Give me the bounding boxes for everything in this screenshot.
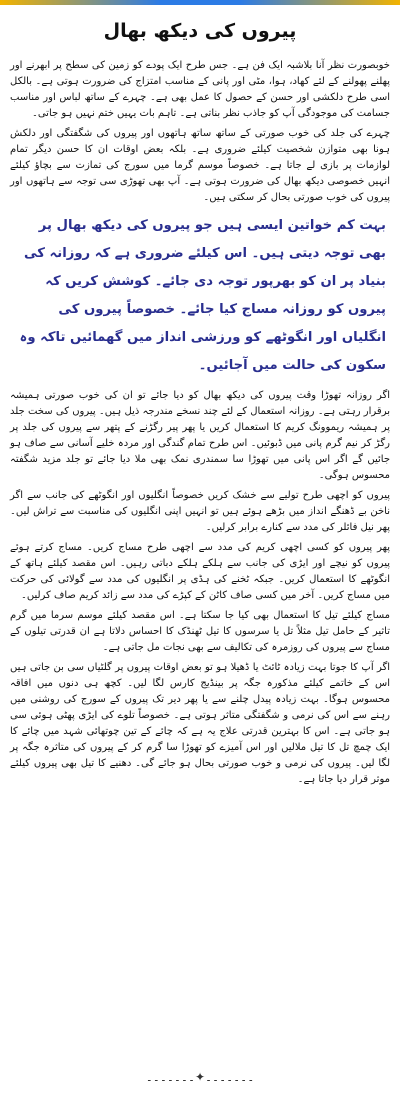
top-color-bar [0, 0, 400, 5]
paragraph-4: پیروں کو اچھی طرح تولیے سے خشک کریں خصوصاً انگلیوں اور انگوٹھے کی جانب سے اگر ناخن بے ڈھنگے انداز میں بڑھے ہوئے ہیں تو انہیں اپنی انگلیوں کی مناسبت سے تراش لیں۔ پھر نیل فائلر کی مدد سے کنارے برابر کرلیں۔ [10, 490, 390, 533]
article-title: پیروں کی دیکھ بھال [103, 20, 297, 42]
paragraph-5: پھر پیروں کو کسی اچھی کریم کی مدد سے اچھی طرح مساج کریں۔ مساج کرتے ہوئے پیروں کو نیچے اور ایڑی کی جانب سے ہلکے ہلکے دباتی رہیں۔ اس مقصد کیلئے ہاتھ کے انگوٹھے کا استعمال کریں۔ جبکہ ٹخنے کی ہڈی پر انگلیوں کی مدد سے گولائی کی حرکت میں مساج کریں۔ آخر میں کسی صاف کاٹن کے کپڑے کی مدد سے زائد کریم صاف کرلیں۔ [10, 542, 390, 601]
highlight-quote: بہت کم خواتین ایسی ہیں جو پیروں کی دیکھ بھال پر بھی توجہ دیتی ہیں۔ اس کیلئے ضروری ہے کہ روزانہ کی بنیاد پر ان کو بھرپور توجہ دی جائے۔ کوشش کریں کہ پیروں کو روزانہ مساج کیا جائے۔ خصوصاً پیروں کی انگلیاں اور انگوٹھے کو ورزشی انداز میں گھمائیں تاکہ وہ سکون کی حالت میں آجائیں۔ [19, 218, 386, 373]
paragraph-7: اگر آپ کا جوتا بہت زیادہ ٹائٹ یا ڈھیلا ہو تو بعض اوقات پیروں پر گلٹیاں سی بن جاتی ہیں اس کے خاتمے کیلئے مذکورہ جگہ پر بینڈیج کارس لگا لیں۔ کچھ ہی دنوں میں افاقہ محسوس ہوگا۔ بہت زیادہ پیدل چلنے سے یا پھر دیر تک پیروں کے سورج کی روشنی میں رہنے سے اس کی نرمی و شگفتگی متاثر ہوتی ہے۔ خصوصاً تلوے کی ایڑی پھٹی ہوئی سی ہو جاتی ہے۔ اس کا بہترین قدرتی علاج یہ ہے کہ چائے کے تین چوتھائی شہد میں چائے کا ایک چمچ تل کا تیل ملالیں اور اس آمیزے کو تھوڑا سا گرم کر کے پیروں کی متاثرہ جگہ پر لگا لیں۔ پیروں کی نرمی و خوب صورتی بحال ہو جائے گی۔ دھنیے کا تیل بھی پیروں کیلئے موثر قرار دیا جاتا ہے۔ [10, 662, 390, 785]
paragraph-2: چہرے کی جلد کی خوب صورتی کے ساتھ ساتھ ہاتھوں اور پیروں کی شگفتگی اور دلکش ہونا بھی متوازن شخصیت کیلئے ضروری ہے۔ بلکہ بعض اوقات ان کا حسن دیگر تمام لوازمات پر بازی لے جاتا ہے۔ خصوصاً موسم گرما میں سورج کی تمازت سے بچاؤ کیلئے انہیں خصوصی دیکھ بھال کی ضرورت ہوتی ہے۔ آپ بھی تھوڑی سی توجہ سے ہاتھوں اور پیروں کی خوب صورتی بحال کر سکتی ہیں۔ [10, 128, 390, 203]
article-body [10, 58, 390, 792]
paragraph-1: خوبصورت نظر آنا بلاشبہ ایک فن ہے۔ جس طرح ایک پودے کو زمین کی سطح پر ابھرنے اور پھلنے پھولنے کے لئے کھاد، ہوا، مٹی اور پانی کے مناسب امتزاج کی ضرورت ہوتی ہے۔ بالکل اسی طرح دلکشی اور حسن کے حصول کا عمل بھی ہے۔ چہرے کے ساتھ لباس اور مناسب جسامت کی موجودگی آپ کو جاذب نظر بناتی ہے۔ تاہم بات یہیں ختم نہیں ہو جاتی۔ [10, 60, 390, 119]
end-ornament: ۔۔۔۔۔۔۔✦۔۔۔۔۔۔۔ [145, 1070, 255, 1084]
paragraph-3: اگر روزانہ تھوڑا وقت پیروں کی دیکھ بھال کو دیا جائے تو ان کی خوب صورتی ہمیشہ برقرار رہتی ہے۔ روزانہ استعمال کے لئے چند نسخے مندرجہ ذیل ہیں۔ پیروں کی سخت جلد پر ہمیشہ ریموونگ کریم کا استعمال کریں یا پھر پیر رگڑنے کے پتھر سے پیروں کی جلد پر رگڑ کر نیم گرم پانی میں ڈبوئیں۔ اس طرح تمام گندگی اور مردہ خلیے آسانی سے صاف ہو جائیں گے اگر اس پانی میں تھوڑا سا سمندری نمک بھی ملا دیا جائے تو جلد مزید شگفتہ محسوس ہوگی۔ [10, 390, 390, 481]
paragraph-6: مساج کیلئے تیل کا استعمال بھی کیا جا سکتا ہے۔ اس مقصد کیلئے موسم سرما میں گرم تاثیر کے حامل تیل مثلاً تل یا سرسوں کا تیل ٹھنڈک کا احساس دلاتا ہے ان قدرتی تیلوں کے مساج سے پیروں کی روزمرہ کی تکالیف سے بھی نجات مل جاتی ہے۔ [10, 610, 390, 653]
